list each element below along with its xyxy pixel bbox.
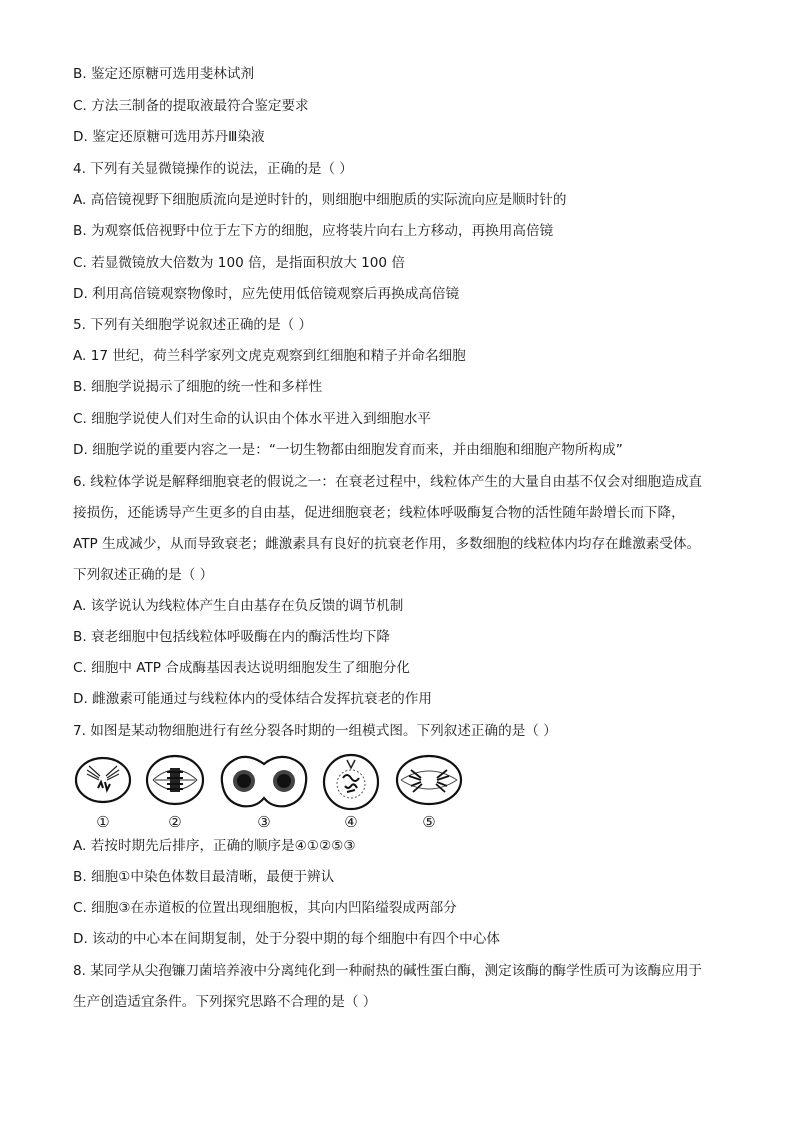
option-4-d: D. 利用高倍镜观察物像时，应先使用低倍镜观察后再换成高倍镜 [73, 286, 460, 302]
option-6-d: D. 雌激素可能通过与线粒体内的受体结合发挥抗衰老的作用 [73, 691, 432, 707]
cell-2-label: ② [168, 813, 182, 831]
option-5-d: D. 细胞学说的重要内容之一是：“一切生物都由细胞发育而来，并由细胞和细胞产物所构成” [73, 442, 623, 458]
option-5-b: B. 细胞学说揭示了细胞的统一性和多样性 [73, 379, 323, 395]
cell-3-drawing [218, 752, 310, 812]
option-5-c: C. 细胞学说使人们对生命的认识由个体水平进入到细胞水平 [73, 411, 431, 427]
cell-3-label: ③ [257, 813, 271, 831]
cell-5-drawing [395, 752, 463, 812]
cell-1-diagram [73, 752, 133, 812]
cell-5-diagram [395, 752, 463, 812]
question-7-stem: 7. 如图是某动物细胞进行有丝分裂各时期的一组模式图。下列叙述正确的是（ ） [73, 723, 557, 739]
option-7-c: C. 细胞③在赤道板的位置出现细胞板，其向内凹陷缢裂成两部分 [73, 900, 457, 916]
question-5-stem: 5. 下列有关细胞学说叙述正确的是（ ） [73, 317, 313, 333]
option-7-b: B. 细胞①中染色体数目最清晰，最便于辨认 [73, 869, 335, 885]
option-5-a: A. 17 世纪，荷兰科学家列文虎克观察到红细胞和精子并命名细胞 [73, 348, 466, 364]
option-6-c: C. 细胞中 ATP 合成酶基因表达说明细胞发生了细胞分化 [73, 660, 410, 676]
cell-3-diagram [218, 752, 310, 812]
option-4-b: B. 为观察低倍视野中位于左下方的细胞，应将装片向右上方移动，再换用高倍镜 [73, 223, 554, 239]
question-6-stem-line-3: ATP 生成减少，从而导致衰老；雌激素具有良好的抗衰老作用，多数细胞的线粒体内均存在雌激素受体。 [73, 536, 701, 552]
option-3-c: C. 方法三制备的提取液最符合鉴定要求 [73, 98, 309, 114]
option-3-d: D. 鉴定还原糖可选用苏丹Ⅲ染液 [73, 129, 265, 145]
mitosis-figure [70, 752, 470, 832]
question-6-stem-line-1: 6. 线粒体学说是解释细胞衰老的假说之一：在衰老过程中，线粒体产生的大量自由基不仅会对细胞造成直 [73, 474, 703, 490]
cell-4-drawing [321, 752, 381, 812]
question-8-stem-line-2: 生产创造适宜条件。下列探究思路不合理的是（ ） [73, 994, 377, 1010]
cell-5-label: ⑤ [422, 813, 436, 831]
question-6-stem-line-2: 接损伤，还能诱导产生更多的自由基，促进细胞衰老；线粒体呼吸酶复合物的活性随年龄增长而下降， [73, 505, 685, 521]
cell-2-drawing [145, 752, 205, 812]
option-7-d: D. 该动的中心本在间期复制，处于分裂中期的每个细胞中有四个中心体 [73, 931, 500, 947]
cell-1-label: ① [96, 813, 110, 831]
option-6-a: A. 该学说认为线粒体产生自由基存在负反馈的调节机制 [73, 598, 404, 614]
option-4-c: C. 若显微镜放大倍数为 100 倍，是指面积放大 100 倍 [73, 255, 405, 271]
question-8-stem-line-1: 8. 某同学从尖孢镰刀菌培养液中分离纯化到一种耐热的碱性蛋白酶，测定该酶的酶学性质可为该酶应用于 [73, 963, 703, 979]
cell-1-drawing [73, 752, 133, 812]
question-6-stem-line-4: 下列叙述正确的是（ ） [73, 567, 214, 583]
option-6-b: B. 衰老细胞中包括线粒体呼吸酶在内的酶活性均下降 [73, 629, 391, 645]
question-4-stem: 4. 下列有关显微镜操作的说法，正确的是（ ） [73, 161, 353, 177]
cell-4-label: ④ [344, 813, 358, 831]
option-7-a: A. 若按时期先后排序，正确的顺序是④①②⑤③ [73, 838, 356, 854]
cell-2-diagram [145, 752, 205, 812]
cell-4-diagram [321, 752, 381, 812]
option-4-a: A. 高倍镜视野下细胞质流向是逆时针的，则细胞中细胞质的实际流向应是顺时针的 [73, 192, 567, 208]
option-3-b: B. 鉴定还原糖可选用斐林试剂 [73, 66, 255, 82]
